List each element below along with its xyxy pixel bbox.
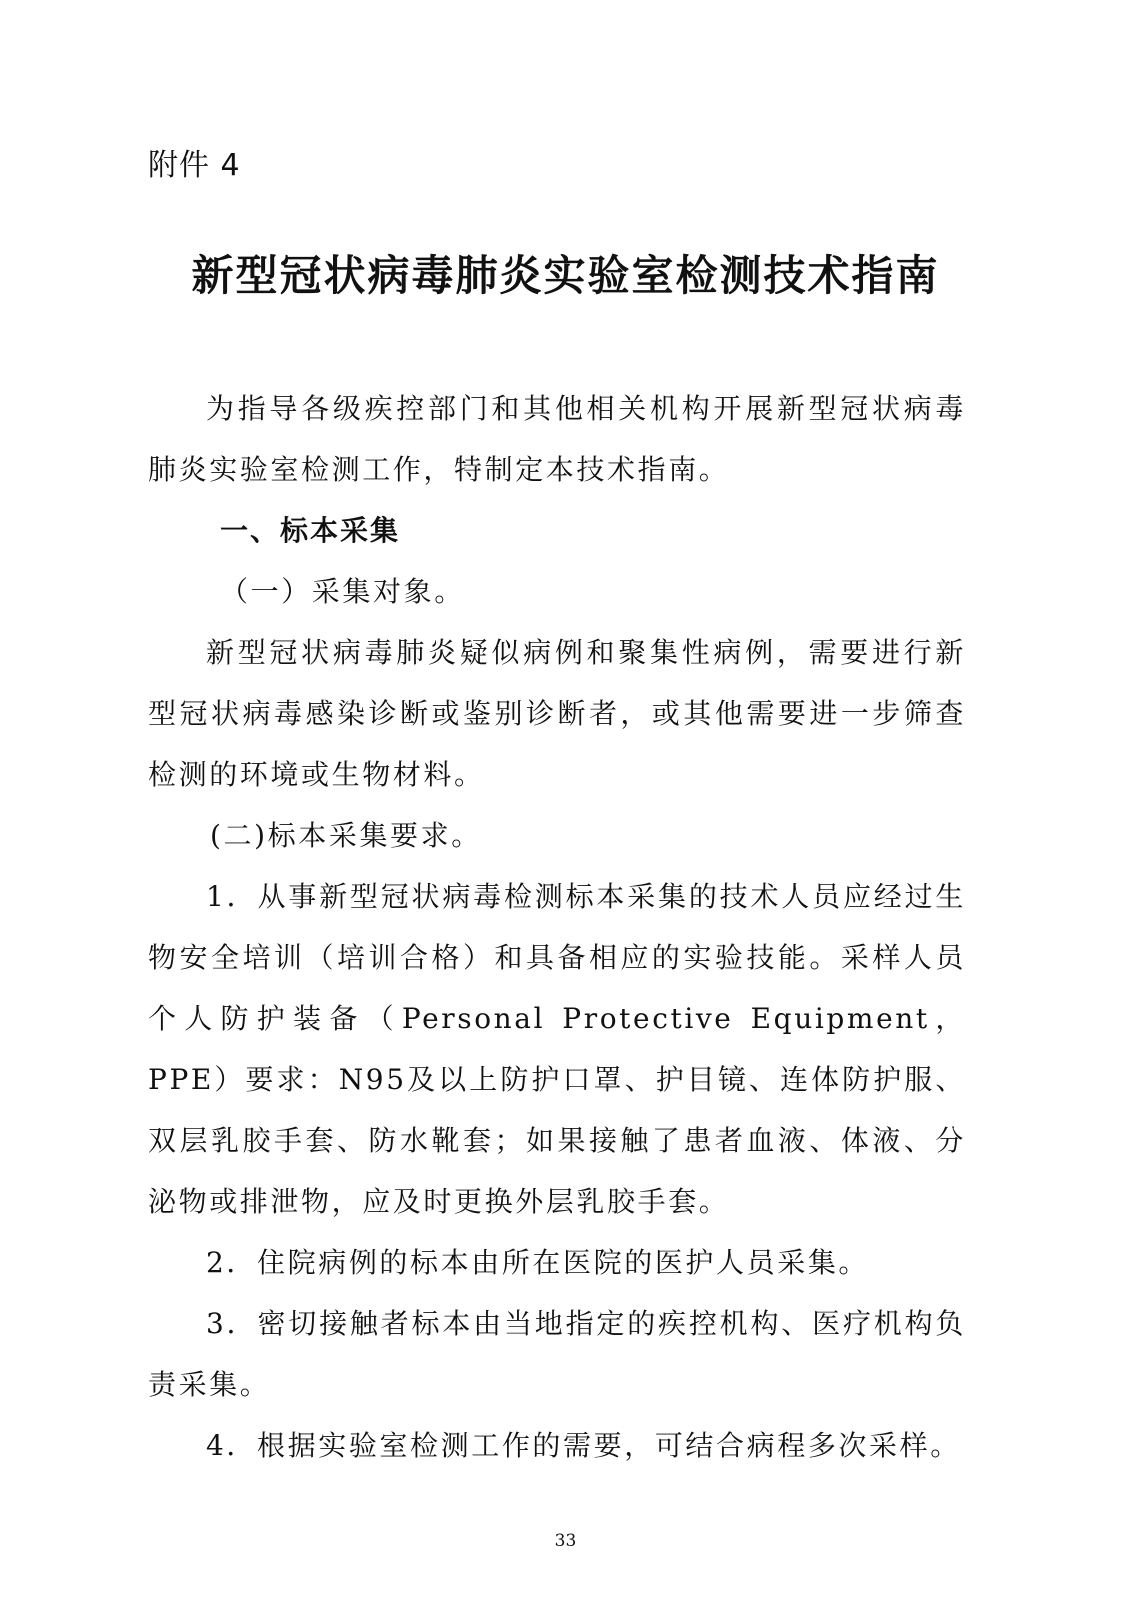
intro-paragraph: 为指导各级疾控部门和其他相关机构开展新型冠状病毒肺炎实验室检测工作，特制定本技术指南。 (148, 392, 966, 486)
requirement-item-3: 3．密切接触者标本由当地指定的疾控机构、医疗机构负责采集。 (148, 1307, 966, 1401)
subsection-heading-collection-requirements: (二)标本采集要求。 (210, 819, 482, 852)
page-number: 33 (554, 1531, 577, 1551)
requirement-item-1: 1．从事新型冠状病毒检测标本采集的技术人员应经过生物安全培训（培训合格）和具备相应的实验技能。采样人员个人防护装备（Personal Protective Equipment，PPE）要求：N95及以上防护口罩、护目镜、连体防护服、双层乳胶手套、防水靴套；如果接触了患者血液、体液、分泌物或排泄物，应及时更换外层乳胶手套。 (148, 880, 966, 1218)
attachment-label: 附件 4 (148, 148, 241, 183)
collection-subjects-paragraph: 新型冠状病毒肺炎疑似病例和聚集性病例，需要进行新型冠状病毒感染诊断或鉴别诊断者，或其他需要进一步筛查检测的环境或生物材料。 (148, 636, 966, 791)
requirement-item-4: 4．根据实验室检测工作的需要，可结合病程多次采样。 (206, 1429, 961, 1462)
document-body (148, 378, 966, 1476)
requirement-item-2: 2．住院病例的标本由所在医院的医护人员采集。 (206, 1246, 870, 1279)
subsection-heading-collection-subjects: （一）采集对象。 (220, 575, 465, 608)
document-title: 新型冠状病毒肺炎实验室检测技术指南 (191, 251, 940, 300)
section-heading-specimen-collection: 一、标本采集 (220, 514, 401, 547)
